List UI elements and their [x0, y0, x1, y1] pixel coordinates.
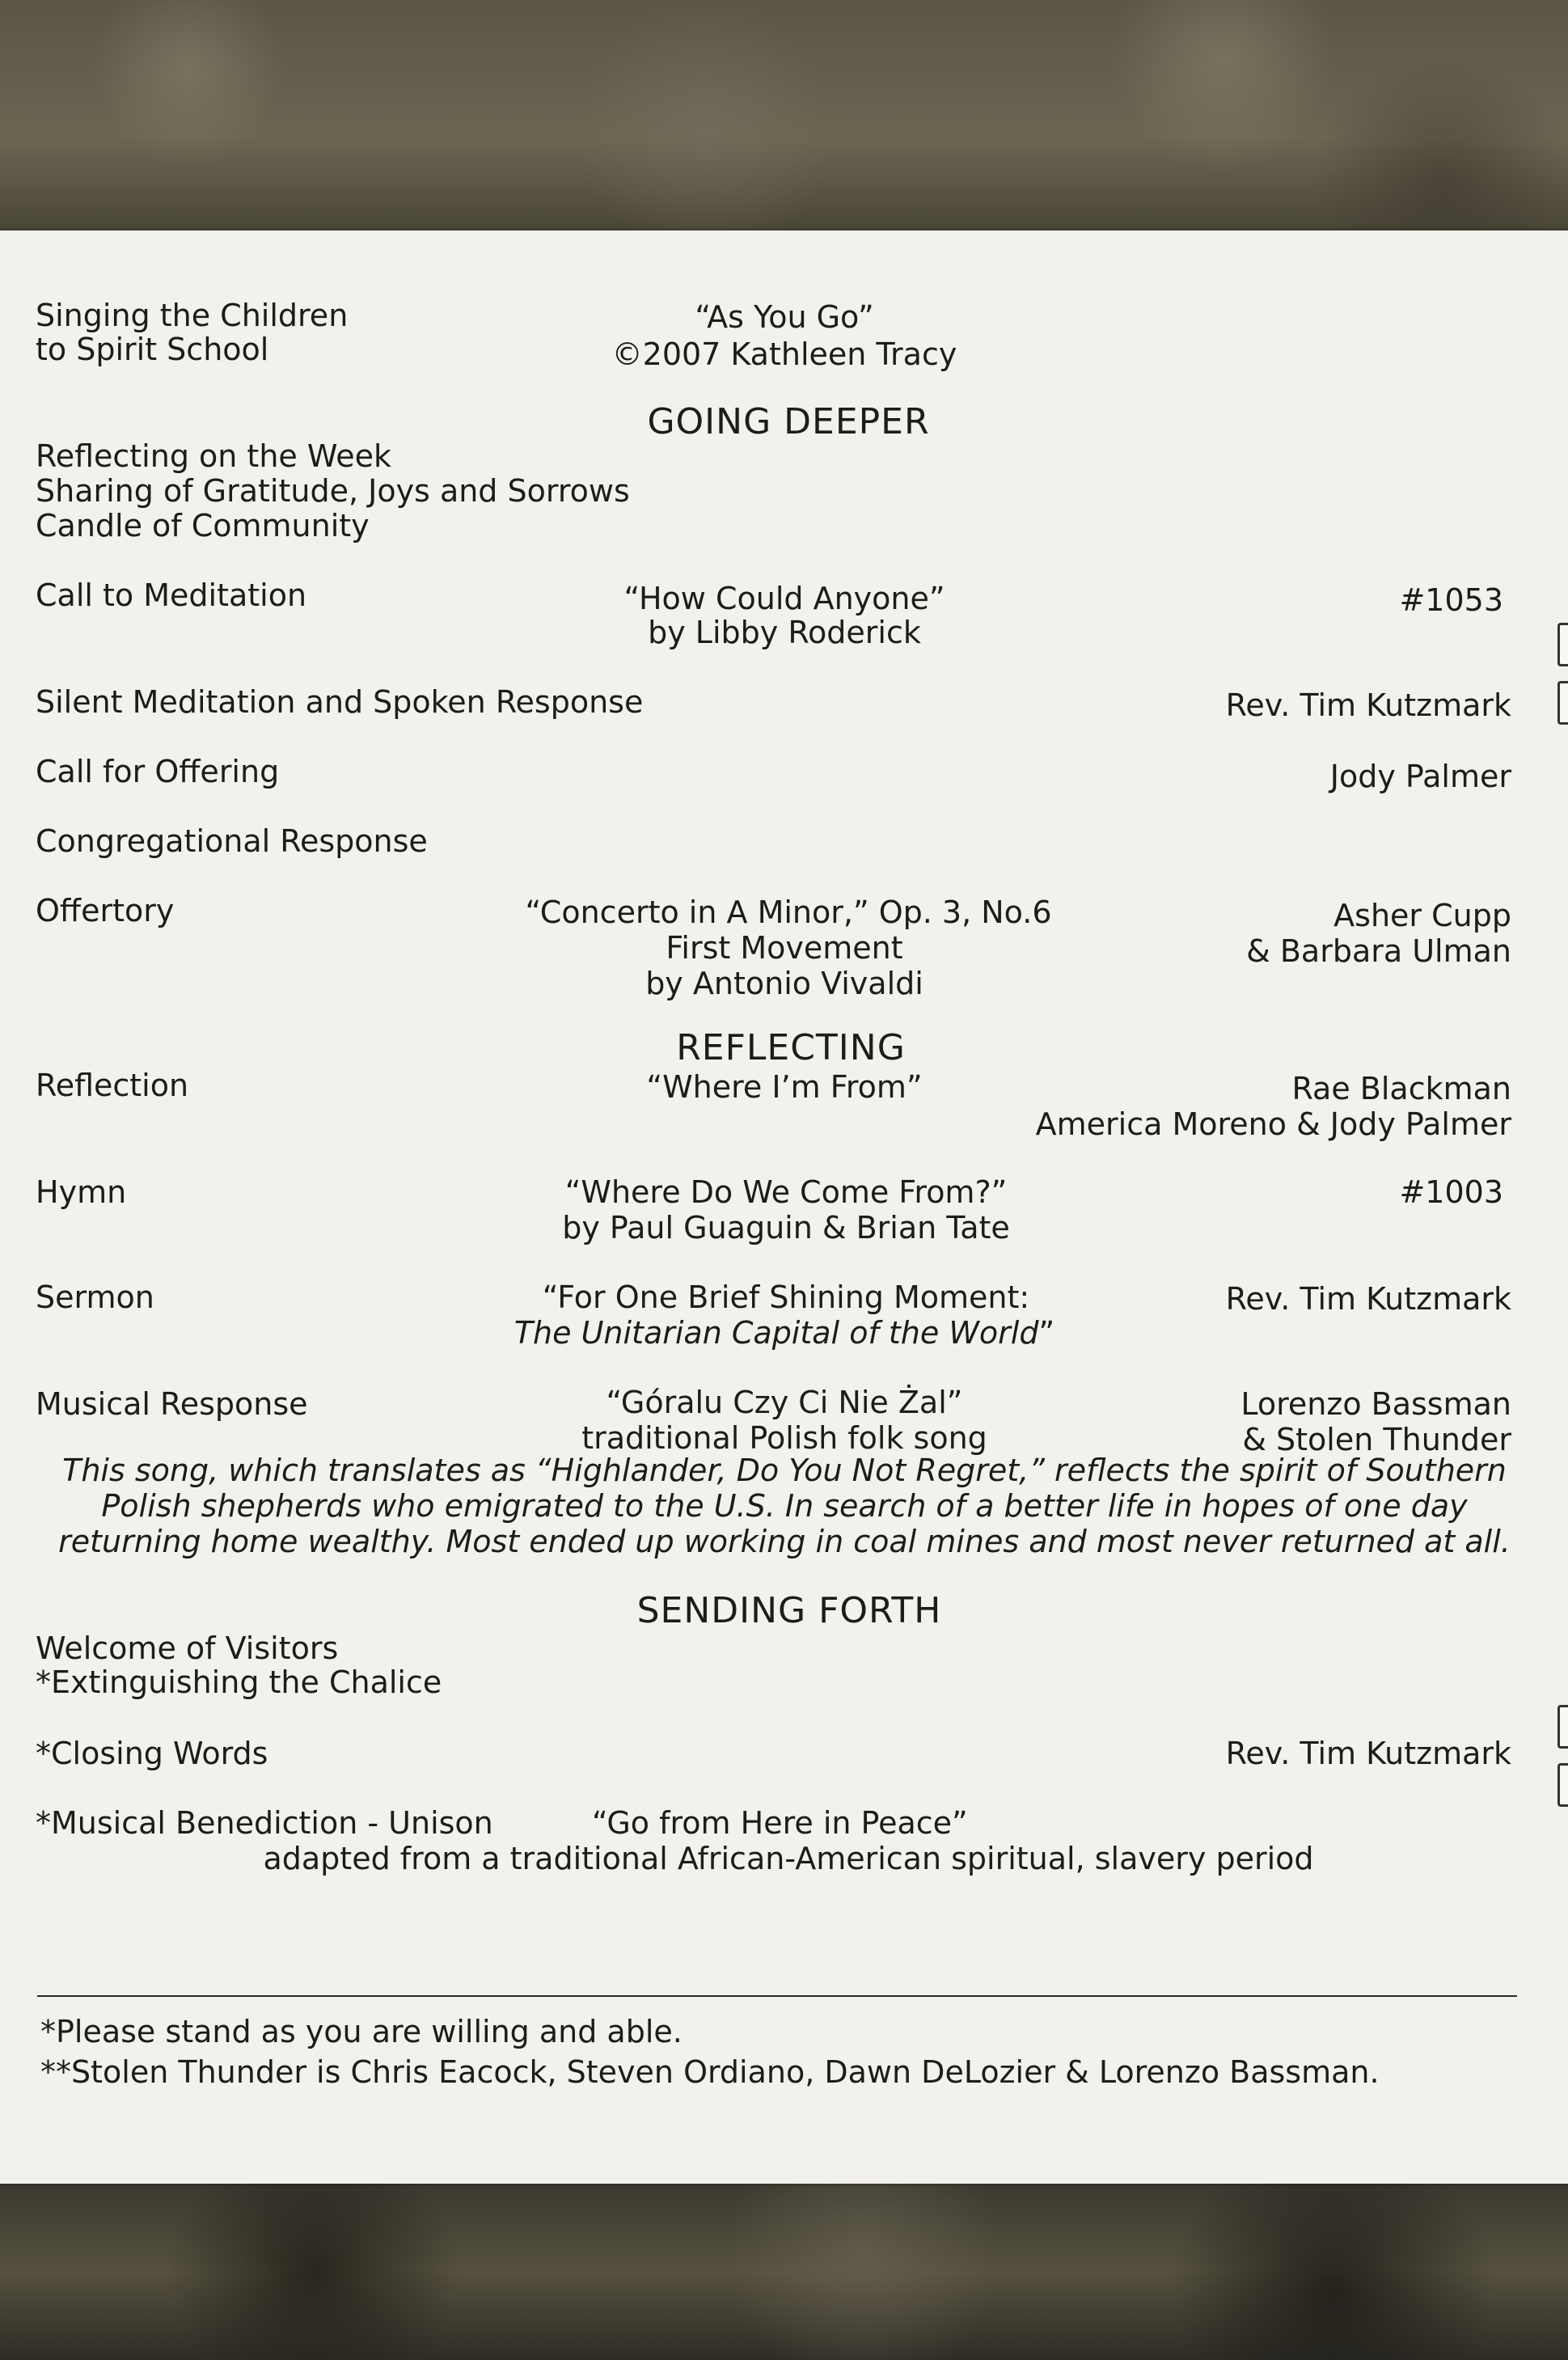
musical-response-credit: traditional Polish folk song [581, 1420, 987, 1456]
offertory-credit: by Antonio Vivaldi [645, 966, 923, 1001]
sermon-title: “For One Brief Shining Moment: [542, 1279, 1030, 1315]
binding-tab [1557, 681, 1568, 725]
note-line: This song, which translates as “Highlander, Do You Not Regret,” reflects the spirit of Southern [62, 1453, 1507, 1488]
offertory-label: Offertory [36, 893, 175, 928]
silent-meditation-label: Silent Meditation and Spoken Response [36, 684, 644, 720]
singing-label-line2: to Spirit School [36, 332, 269, 367]
hymn-label: Hymn [36, 1174, 127, 1210]
section-heading-going-deeper: GOING DEEPER [647, 401, 930, 442]
item-extinguishing-chalice: *Extinguishing the Chalice [36, 1664, 442, 1700]
hymn-credit: by Paul Guaguin & Brian Tate [562, 1210, 1010, 1246]
hymn-number: #1003 [1399, 1174, 1503, 1210]
section-heading-sending-forth: SENDING FORTH [636, 1590, 942, 1631]
benediction-credit: adapted from a traditional African-American spiritual, slavery period [263, 1841, 1314, 1876]
offering-call-label: Call for Offering [36, 754, 280, 789]
singing-credit: ©2007 Kathleen Tracy [611, 336, 957, 372]
singing-title: “As You Go” [695, 299, 874, 335]
musical-response-performer-2: & Stolen Thunder [1242, 1422, 1511, 1457]
hymn-title: “Where Do We Come From?” [564, 1174, 1008, 1210]
reflection-title: “Where I’m From” [646, 1069, 923, 1105]
offering-call-leader: Jody Palmer [1329, 759, 1511, 794]
item-welcome-visitors: Welcome of Visitors [36, 1630, 339, 1666]
item-sharing-gratitude: Sharing of Gratitude, Joys and Sorrows [36, 473, 630, 509]
musical-response-title: “Góralu Czy Ci Nie Żal” [606, 1385, 963, 1420]
meditation-call-label: Call to Meditation [36, 577, 307, 613]
offertory-movement: First Movement [666, 930, 903, 966]
note-line: Polish shepherds who emigrated to the U.S. In search of a better life in hopes of one day [101, 1488, 1468, 1524]
binding-tab [1557, 1705, 1568, 1749]
footnote-stolen-thunder: **Stolen Thunder is Chris Eacock, Steven Ordiano, Dawn DeLozier & Lorenzo Bassman. [40, 2054, 1380, 2090]
sermon-subtitle [514, 1315, 1054, 1351]
song-translation-note [44, 1453, 1524, 1559]
musical-response-performer: Lorenzo Bassman [1240, 1386, 1511, 1422]
sermon-leader: Rev. Tim Kutzmark [1225, 1281, 1511, 1317]
benediction-title: “Go from Here in Peace” [592, 1805, 968, 1841]
musical-response-label: Musical Response [36, 1386, 308, 1422]
congregational-response-label: Congregational Response [36, 823, 428, 859]
closing-words-leader: Rev. Tim Kutzmark [1225, 1736, 1511, 1771]
closing-words-label: *Closing Words [36, 1736, 268, 1771]
footnote-stand: *Please stand as you are willing and able. [40, 2014, 683, 2049]
stone-background-bottom [0, 2184, 1568, 2360]
stone-background-top [0, 0, 1568, 231]
section-heading-reflecting: REFLECTING [676, 1027, 906, 1068]
offertory-title: “Concerto in A Minor,” Op. 3, No.6 [525, 895, 1052, 930]
silent-meditation-leader: Rev. Tim Kutzmark [1225, 687, 1511, 723]
reflection-label: Reflection [36, 1068, 189, 1103]
offertory-performer-2: & Barbara Ulman [1246, 933, 1511, 969]
singing-label: Singing the Children [36, 298, 349, 333]
item-candle-community: Candle of Community [36, 508, 370, 543]
benediction-label: *Musical Benediction - Unison [36, 1805, 493, 1841]
offertory-performer: Asher Cupp [1333, 898, 1511, 933]
sermon-subtitle-quote: ” [1038, 1315, 1055, 1351]
reflection-performer: Rae Blackman [1291, 1071, 1511, 1106]
sermon-subtitle-text: The Unitarian Capital of the World [514, 1315, 1039, 1351]
meditation-call-hymn-number: #1053 [1399, 582, 1503, 618]
binding-tab [1557, 1763, 1568, 1807]
reflection-performer-2: America Moreno & Jody Palmer [1035, 1106, 1511, 1142]
sermon-label: Sermon [36, 1279, 154, 1315]
note-line: returning home wealthy. Most ended up working in coal mines and most never returned at all. [58, 1524, 1511, 1559]
meditation-call-title: “How Could Anyone” [623, 581, 945, 616]
item-reflecting-week: Reflecting on the Week [36, 438, 391, 474]
meditation-call-credit: by Libby Roderick [648, 615, 921, 650]
binding-tab [1557, 623, 1568, 666]
footnote-divider [37, 1995, 1517, 1997]
